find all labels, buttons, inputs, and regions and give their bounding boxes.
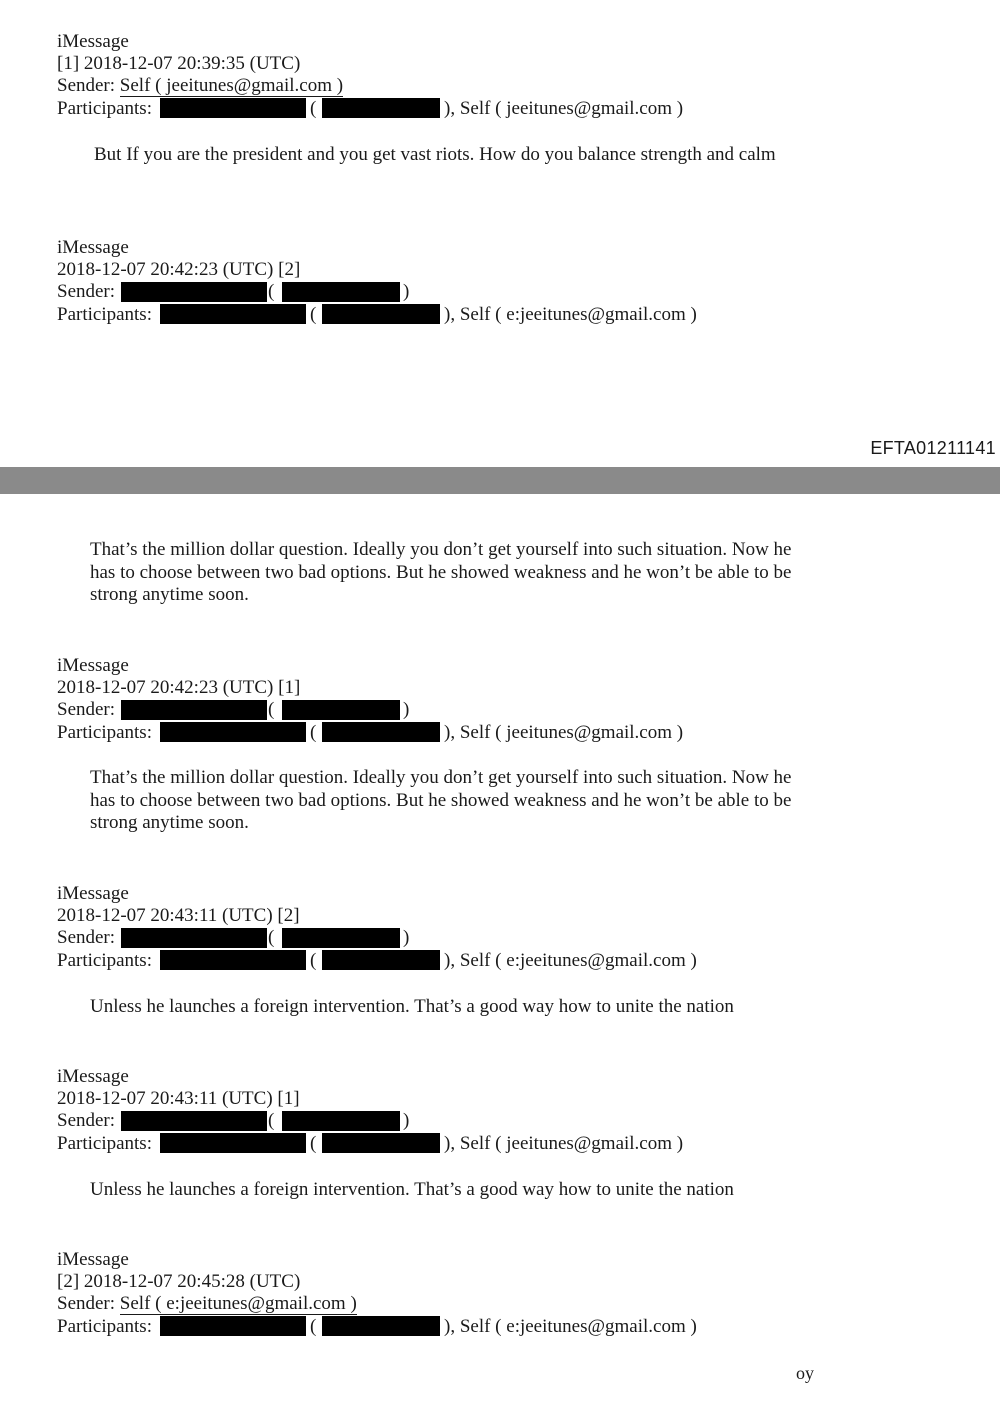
message-body: But If you are the president and you get vast riots. How do you balance strength and calm (94, 144, 776, 165)
participants-suffix: ), Self ( e:jeeitunes@gmail.com ) (444, 950, 697, 971)
participants-suffix: ), Self ( jeeitunes@gmail.com ) (444, 98, 684, 119)
message-timestamp: 2018-12-07 20:42:23 (UTC) [1] (57, 677, 301, 698)
footer-mark: oy (796, 1363, 814, 1383)
redaction-block (121, 282, 267, 302)
sender-label: Sender: (57, 281, 116, 302)
paren-open: ( (310, 950, 317, 971)
redaction-block (282, 1111, 400, 1131)
participants-label: Participants: (57, 98, 152, 119)
redaction-block (121, 1111, 267, 1131)
participants-label: Participants: (57, 950, 152, 971)
redaction-block (160, 722, 306, 742)
redaction-block (322, 1133, 440, 1153)
message-sender-line (57, 1293, 357, 1315)
paren-open: ( (310, 1316, 317, 1337)
paren-open: ( (310, 722, 317, 743)
message-body: Unless he launches a foreign intervention. That’s a good way how to unite the nation (90, 996, 734, 1017)
redaction-block (322, 304, 440, 324)
participants-suffix: ), Self ( e:jeeitunes@gmail.com ) (444, 1316, 697, 1337)
paren-close: ) (403, 699, 410, 720)
participants-suffix: ), Self ( jeeitunes@gmail.com ) (444, 1133, 684, 1154)
sender-value: Self ( jeeitunes@gmail.com ) (119, 75, 344, 96)
message-timestamp: 2018-12-07 20:43:11 (UTC) [1] (57, 1088, 300, 1109)
participants-suffix: ), Self ( jeeitunes@gmail.com ) (444, 722, 684, 743)
sender-label: Sender: (57, 75, 116, 96)
message-service: iMessage (57, 1066, 129, 1087)
redaction-block (160, 1316, 306, 1336)
message-body: Unless he launches a foreign intervention. That’s a good way how to unite the nation (90, 1179, 734, 1200)
paren-open: ( (310, 1133, 317, 1154)
paren-open: ( (268, 927, 275, 948)
message-service: iMessage (57, 1249, 129, 1270)
participants-label: Participants: (57, 1133, 152, 1154)
redaction-block (322, 1316, 440, 1336)
redaction-block (160, 1133, 306, 1153)
paren-open: ( (268, 1110, 275, 1131)
message-body: That’s the million dollar question. Ideally you don’t get yourself into such situation. Now he has to choose between two bad options. But he showed weakness and he won’t be able to be strong anytime soon. (90, 767, 792, 833)
participants-label: Participants: (57, 1316, 152, 1337)
redaction-block (121, 928, 267, 948)
message-service: iMessage (57, 237, 129, 258)
paren-close: ) (403, 281, 410, 302)
redaction-block (322, 98, 440, 118)
sender-label: Sender: (57, 927, 116, 948)
sender-label: Sender: (57, 1110, 116, 1131)
page-marker: EFTA01211141 (870, 438, 996, 458)
page-divider (0, 467, 1000, 494)
paren-open: ( (310, 98, 317, 119)
message-body: That’s the million dollar question. Ideally you don’t get yourself into such situation. Now he has to choose between two bad options. But he showed weakness and he won’t be able to be strong anytime soon. (90, 539, 792, 605)
participants-suffix: ), Self ( e:jeeitunes@gmail.com ) (444, 304, 697, 325)
message-sender-line (57, 75, 343, 97)
message-service: iMessage (57, 31, 129, 52)
redaction-block (160, 304, 306, 324)
sender-label: Sender: (57, 1293, 116, 1314)
participants-label: Participants: (57, 722, 152, 743)
paren-open: ( (268, 699, 275, 720)
message-timestamp: [1] 2018-12-07 20:39:35 (UTC) (57, 53, 301, 74)
message-service: iMessage (57, 655, 129, 676)
redaction-block (160, 98, 306, 118)
message-timestamp: [2] 2018-12-07 20:45:28 (UTC) (57, 1271, 301, 1292)
redaction-block (160, 950, 306, 970)
redaction-block (322, 722, 440, 742)
paren-open: ( (268, 281, 275, 302)
redaction-block (282, 928, 400, 948)
redaction-block (282, 282, 400, 302)
sender-value: Self ( e:jeeitunes@gmail.com ) (119, 1293, 357, 1314)
paren-open: ( (310, 304, 317, 325)
message-timestamp: 2018-12-07 20:43:11 (UTC) [2] (57, 905, 300, 926)
message-timestamp: 2018-12-07 20:42:23 (UTC) [2] (57, 259, 301, 280)
redaction-block (282, 700, 400, 720)
sender-label: Sender: (57, 699, 116, 720)
paren-close: ) (403, 1110, 410, 1131)
participants-label: Participants: (57, 304, 152, 325)
redaction-block (121, 700, 267, 720)
redaction-block (322, 950, 440, 970)
message-service: iMessage (57, 883, 129, 904)
paren-close: ) (403, 927, 410, 948)
